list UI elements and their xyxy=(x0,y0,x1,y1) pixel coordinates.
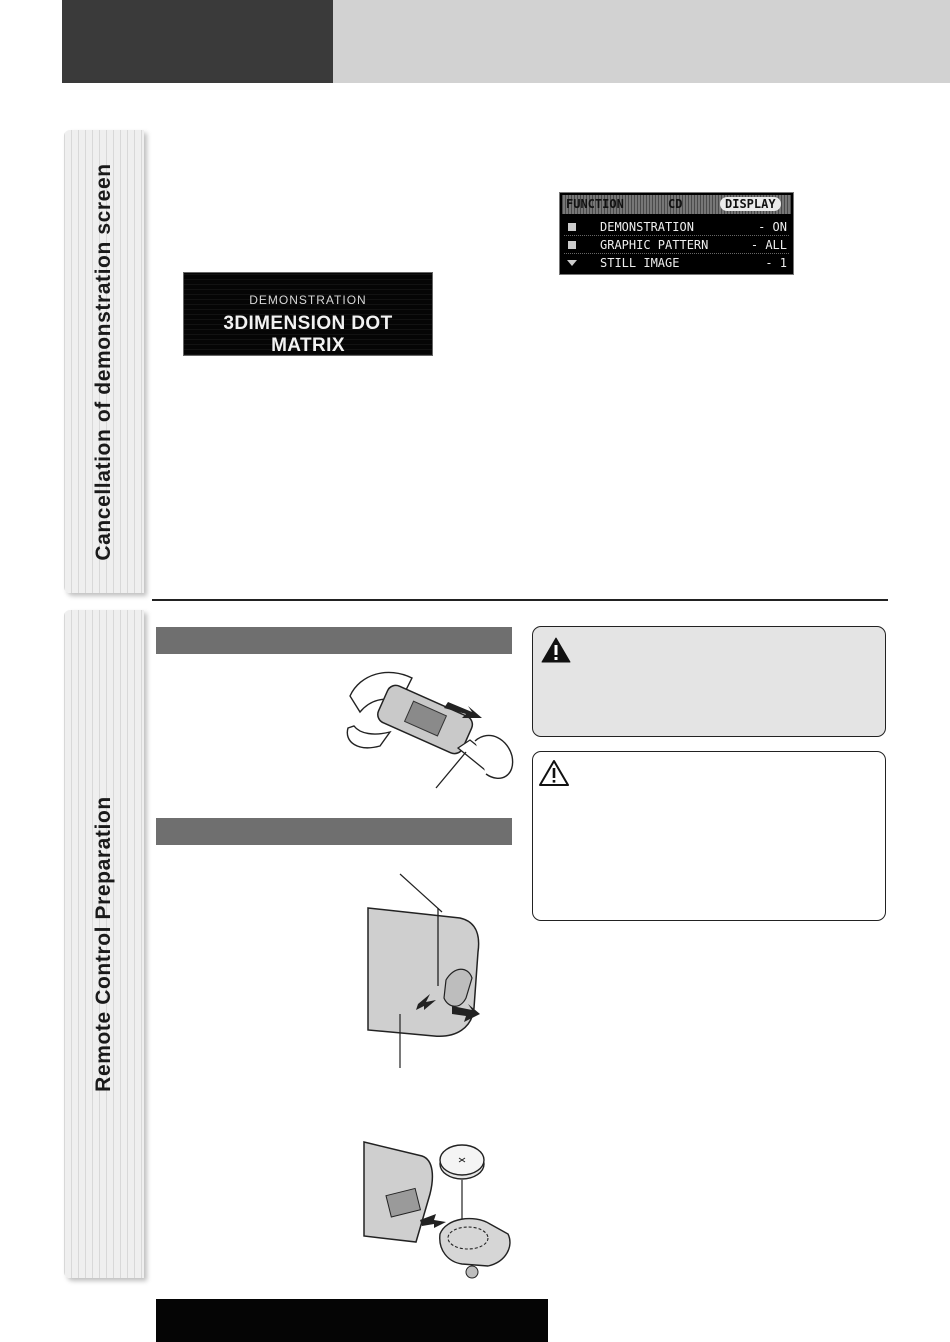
header-dark-block xyxy=(62,0,333,83)
battery-holder-illustration xyxy=(360,868,490,1078)
demo-display-line2: 3DIMENSION DOT MATRIX xyxy=(223,313,393,356)
menu-row-value: - ON xyxy=(758,220,787,234)
demo-display-line1: DEMONSTRATION xyxy=(249,293,367,307)
menu-row-value: - 1 xyxy=(765,256,787,270)
function-menu-display xyxy=(559,192,794,275)
menu-row-name: GRAPHIC PATTERN xyxy=(600,238,709,252)
side-tab-remote-control xyxy=(64,610,144,1278)
section-bar-battery-removal xyxy=(156,627,512,654)
side-tab-demonstration xyxy=(64,130,144,593)
warning-icon xyxy=(541,636,571,664)
menu-row-name: STILL IMAGE xyxy=(600,256,680,270)
scroll-down-arrow-icon xyxy=(567,260,577,266)
demonstration-display xyxy=(183,272,433,356)
menu-tab-function: FUNCTION xyxy=(566,197,624,211)
side-tab-remote-label: Remote Control Preparation xyxy=(92,796,115,1092)
caution-box xyxy=(532,751,886,921)
menu-row-still-image xyxy=(564,255,789,271)
battery-installation-illustration xyxy=(362,1138,522,1280)
menu-tab-display: DISPLAY xyxy=(720,197,781,211)
side-tab-demonstration-label: Cancellation of demonstration screen xyxy=(92,162,115,561)
section-divider xyxy=(152,599,888,601)
remove-insulation-sheet-illustration xyxy=(340,656,520,801)
menu-row-graphic-pattern xyxy=(564,237,789,254)
menu-row-name: DEMONSTRATION xyxy=(600,220,694,234)
function-menu-tabs xyxy=(562,195,791,214)
menu-tab-cd: CD xyxy=(668,197,683,211)
caution-icon xyxy=(539,759,569,787)
page-footer-bar xyxy=(156,1299,548,1342)
warning-box xyxy=(532,626,886,737)
menu-bullet-icon xyxy=(568,223,576,231)
menu-row-demonstration xyxy=(564,219,789,236)
menu-row-value: - ALL xyxy=(750,238,787,252)
section-bar-battery-replacement xyxy=(156,818,512,845)
header-light-block xyxy=(333,0,950,83)
menu-bullet-icon xyxy=(568,241,576,249)
